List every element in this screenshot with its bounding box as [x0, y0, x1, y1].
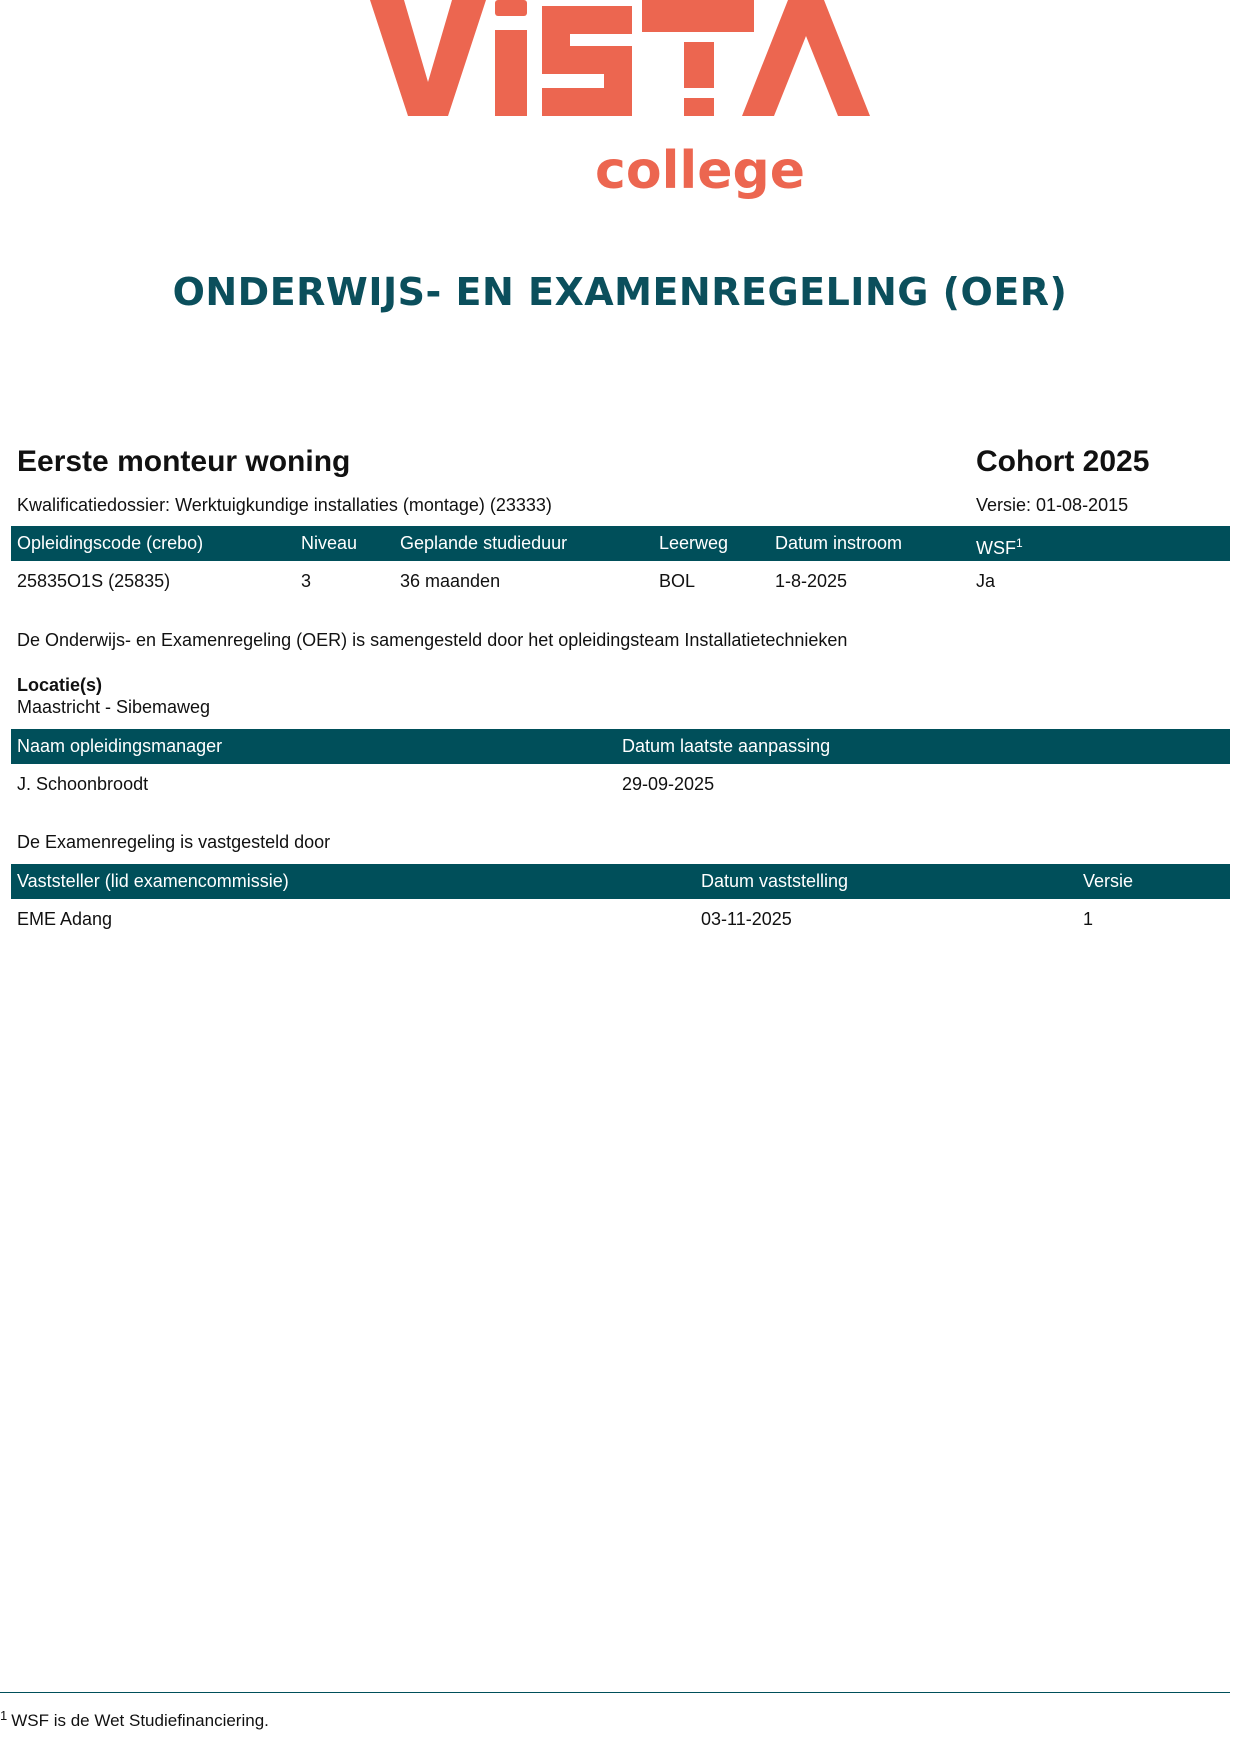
- footnote-text: WSF is de Wet Studiefinanciering.: [11, 1711, 269, 1730]
- header-studieduur: Geplande studieduur: [400, 533, 568, 553]
- qualification-dossier: Kwalificatiedossier: Werktuigkundige installaties (montage) (23333): [17, 495, 552, 515]
- header-datum-vaststelling: Datum vaststelling: [701, 871, 849, 891]
- cell-last-change: 29-09-2025: [622, 774, 715, 794]
- cell-crebo: 25835O1S (25835): [17, 571, 171, 591]
- header-crebo: Opleidingscode (crebo): [17, 533, 204, 553]
- header-wsf-label: WSF: [976, 538, 1016, 558]
- header-instroom: Datum instroom: [775, 533, 903, 553]
- logo-i-dot: [495, 0, 527, 16]
- logo-t-stem: [684, 42, 714, 88]
- footnote-number: 1: [0, 1708, 8, 1723]
- manager-table: [11, 729, 1230, 804]
- cell-versie: 1: [1083, 909, 1094, 929]
- oer-description: De Onderwijs- en Examenregeling (OER) is samengesteld door het opleidingsteam Installatietechnieken: [17, 630, 848, 650]
- vista-college-logo: [370, 0, 870, 210]
- vista-logo-graphic: [370, 0, 870, 210]
- footnote-ref: 1: [1016, 536, 1023, 550]
- cell-vaststeller: EME Adang: [17, 909, 113, 929]
- header-niveau: Niveau: [301, 533, 358, 553]
- table-row: [11, 764, 1230, 804]
- logo-t-dot: [684, 98, 714, 116]
- cell-leerweg: BOL: [659, 571, 696, 591]
- program-table: [11, 526, 1230, 601]
- header-last-change: Datum laatste aanpassing: [622, 736, 831, 756]
- footnote: [0, 1708, 269, 1731]
- table-row: [11, 899, 1230, 939]
- header-wsf: [976, 526, 1023, 566]
- header-leerweg: Leerweg: [659, 533, 729, 553]
- logo-i-stem: [495, 30, 527, 116]
- manager-table-header: [11, 729, 1230, 764]
- header-manager: Naam opleidingsmanager: [17, 736, 223, 756]
- program-table-header: [11, 526, 1230, 561]
- header-versie: Versie: [1083, 871, 1134, 891]
- cell-niveau: 3: [301, 571, 312, 591]
- footnote-divider: [0, 1692, 1230, 1693]
- logo-t-bar: [642, 0, 754, 32]
- program-name: Eerste monteur woning: [17, 445, 351, 478]
- logo-sub-text: college: [595, 141, 805, 201]
- cell-instroom: 1-8-2025: [775, 571, 848, 591]
- cell-manager: J. Schoonbroodt: [17, 774, 149, 794]
- logo-letter-a: [742, 0, 870, 116]
- location-value: Maastricht - Sibemaweg: [17, 697, 211, 717]
- cohort-label: Cohort 2025: [976, 445, 1150, 478]
- exam-table: [11, 864, 1230, 939]
- version-label: Versie: 01-08-2015: [976, 495, 1129, 515]
- cell-datum-vaststelling: 03-11-2025: [701, 909, 792, 929]
- cell-studieduur: 36 maanden: [400, 571, 501, 591]
- exam-description: De Examenregeling is vastgesteld door: [17, 832, 331, 852]
- logo-letter-v: [370, 0, 486, 116]
- document-title: ONDERWIJS- EN EXAMENREGELING (OER): [172, 270, 1068, 314]
- location-label: Locatie(s): [17, 675, 103, 695]
- logo-letter-s: [542, 6, 632, 116]
- exam-table-header: [11, 864, 1230, 899]
- table-row: [11, 561, 1230, 601]
- cell-wsf: Ja: [976, 571, 996, 591]
- header-vaststeller: Vaststeller (lid examencommissie): [17, 871, 289, 891]
